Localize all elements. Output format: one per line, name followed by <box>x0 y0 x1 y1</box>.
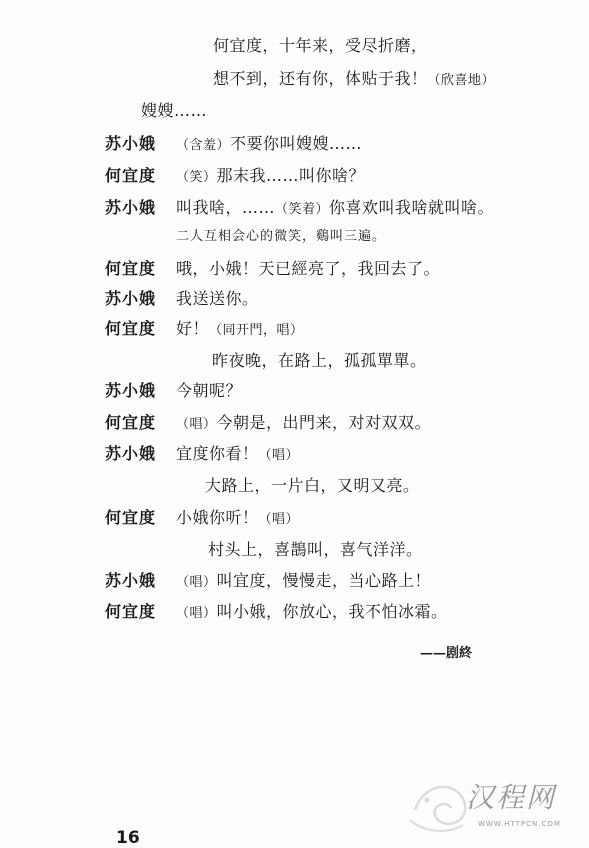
dialogue-line <box>176 413 431 435</box>
speaker-he-yidu: 何宜度 <box>105 508 157 527</box>
speaker-su-xiaoe: 苏小娥 <box>105 134 157 153</box>
speaker-he-yidu: 何宜度 <box>105 319 157 338</box>
dialogue-line <box>176 571 431 593</box>
speaker-he-yidu: 何宜度 <box>105 166 157 185</box>
dialogue-line <box>176 444 299 466</box>
speaker-he-yidu: 何宜度 <box>105 413 157 432</box>
end-mark: ——剧終 <box>420 646 473 661</box>
speaker-su-xiaoe: 苏小娥 <box>105 198 157 217</box>
dialogue-text: 好！ <box>176 319 210 338</box>
verse-line-2 <box>213 69 495 91</box>
dialogue-text: 今朝呢？ <box>176 381 243 400</box>
stage-direction: （唱） <box>176 417 217 432</box>
speaker-su-xiaoe: 苏小娥 <box>105 289 157 308</box>
stage-direction: （唱） <box>258 512 300 527</box>
dialogue-line <box>176 508 299 530</box>
dialogue-text: 我送送你。 <box>176 289 259 308</box>
stage-direction: （唱） <box>176 575 217 590</box>
dialogue-text: 不要你叫嫂嫂…… <box>230 134 363 153</box>
stage-direction: （唱） <box>258 448 300 463</box>
speaker-su-xiaoe: 苏小娥 <box>105 571 157 590</box>
dialogue-text: 那末我……叫你啥？ <box>216 166 366 185</box>
dialogue-line <box>176 166 365 188</box>
dialogue-text: 哦，小娥！天已經亮了，我回去了。 <box>176 259 441 278</box>
stage-direction: （笑着） <box>275 202 330 217</box>
verse-line-1: 何宜度，十年来，受尽折磨， <box>213 36 428 55</box>
dialogue-line <box>176 319 304 341</box>
dialogue-continuation: 嫂嫂…… <box>141 101 208 120</box>
stage-direction: （同开門，唱） <box>209 323 304 338</box>
stage-direction: （欣喜地） <box>427 73 496 88</box>
verse-line: 昨夜晚，在路上，孤孤單單。 <box>212 351 427 370</box>
speaker-he-yidu: 何宜度 <box>105 259 157 278</box>
dialogue-text: 叫宜度，慢慢走，当心路上！ <box>216 571 432 590</box>
verse-line-2-text: 想不到，还有你，体贴于我！ <box>213 69 428 88</box>
verse-line: 大路上，一片白，又明又亮。 <box>205 476 420 495</box>
speaker-he-yidu: 何宜度 <box>105 602 157 621</box>
stage-direction: （笑） <box>176 170 217 185</box>
dialogue-text: 叫小娥，你放心，我不怕冰霜。 <box>216 602 448 621</box>
verse-line: 村头上，喜鵲叫，喜气洋洋。 <box>208 540 423 559</box>
dialogue-text: 小娥你听！ <box>176 508 259 527</box>
stage-direction: （含羞） <box>176 138 231 153</box>
speaker-su-xiaoe: 苏小娥 <box>105 381 157 400</box>
dialogue-line <box>176 198 494 220</box>
dialogue-text: 你喜欢叫我啥就叫啥。 <box>329 198 495 217</box>
dialogue-text: 宜度你看！ <box>176 444 259 463</box>
page-number: 16 <box>116 828 140 848</box>
dialogue-text: 今朝是，出門来，对对双双。 <box>216 413 432 432</box>
stage-direction: （唱） <box>176 606 217 621</box>
speaker-su-xiaoe: 苏小娥 <box>105 444 157 463</box>
dialogue-line <box>176 602 448 624</box>
stage-direction-line: 二人互相会心的微笑，鷄叫三遍。 <box>176 229 387 244</box>
watermark-title: 汉程网 <box>466 781 557 814</box>
dialogue-text: 叫我啥，…… <box>176 198 276 217</box>
dialogue-line <box>176 134 362 156</box>
watermark-url: WWW.HTTPCN.COM <box>478 820 561 828</box>
